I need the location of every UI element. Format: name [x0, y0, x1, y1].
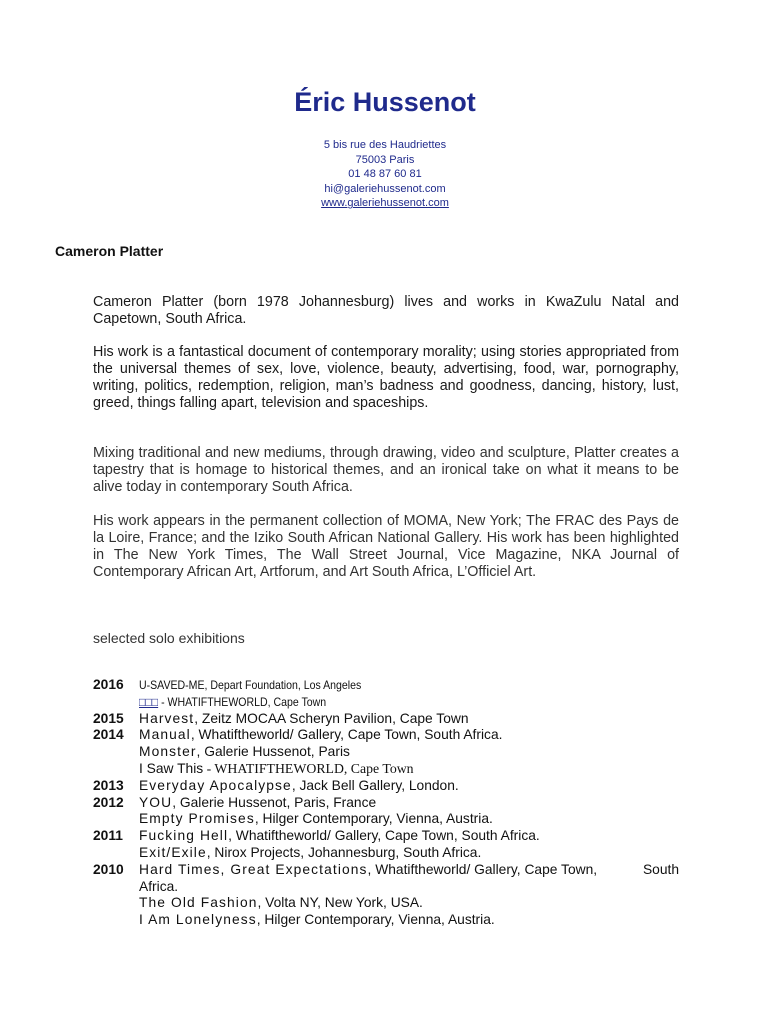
exhibition-row [93, 845, 693, 862]
exhibition-detail: , Volta NY, New York, USA. [257, 895, 423, 911]
year-label: 2016 [93, 677, 124, 692]
exhibition-title: Harvest [139, 710, 195, 726]
year-label: 2012 [93, 794, 124, 810]
exhibition-row [93, 895, 693, 912]
exhibition-row [93, 912, 693, 929]
bio-text-4: His work appears in the permanent collection of MOMA, New York; The FRAC des Pays de la Loire, France; and the Iziko South African National Gallery. His work has been highlighted in The New York Times, The Wall Street Journal, Vice Magazine, NKA Journal of Contemporary African Art, Artforum, and Art South Africa, L’Officiel Art. [93, 513, 679, 580]
exhibition-detail: , Whatiftheworld/ Gallery, Cape Town, South Africa. [190, 727, 503, 743]
exhibition-detail: , Hilger Contemporary, Vienna, Austria. [256, 912, 495, 928]
exhibition-entry: U-SAVED-ME, Depart Foundation, Los Angeles [139, 678, 362, 692]
exhibition-detail: , Jack Bell Gallery, London. [291, 777, 459, 793]
exhibition-detail-continued: Africa. [139, 878, 179, 894]
year-label: 2011 [93, 828, 123, 844]
exhibition-detail: , Zeitz MOCAA Scheryn Pavilion, Cape Town [194, 710, 469, 726]
exhibition-title: I Am Lonelyness [139, 912, 257, 928]
exhibition-row [93, 862, 693, 879]
exhibition-detail: , Hilger Contemporary, Vienna, Austria. [254, 811, 493, 827]
bio-paragraph [93, 445, 679, 496]
year-label: 2013 [93, 777, 124, 793]
year-label: 2015 [93, 710, 124, 726]
website-link[interactable]: www.galeriehussenot.com [321, 197, 449, 210]
exhibition-detail: , Whatiftheworld/ Gallery, Cape Town, South Africa. [228, 828, 540, 844]
exhibition-detail: , Galerie Hussenot, Paris, France [172, 794, 377, 810]
bio-paragraph [93, 513, 679, 581]
exhibition-row [93, 828, 693, 845]
exhibition-title: Everyday Apocalypse [139, 777, 292, 793]
exhibition-row [93, 879, 693, 896]
section-title: selected solo exhibitions [93, 630, 245, 646]
exhibition-title: I Saw This [139, 760, 204, 776]
gallery-header [0, 86, 770, 211]
exhibition-title-link[interactable]: □□□ [139, 694, 159, 709]
bio-text-2: His work is a fantastical document of contemporary morality; using stories appropriated from the universal themes of sex, love, violence, beauty, advertising, food, war, pornography, writing, politics, redemption, religion, man’s badness and goodness, dancing, history, lust, greed, things falling apart, television and spaceships. [93, 344, 679, 411]
exhibition-title: The Old Fashion [139, 895, 258, 911]
exhibition-row [93, 677, 693, 694]
exhibition-title: Exit/Exile [139, 844, 207, 860]
exhibition-row [93, 727, 693, 744]
exhibition-detail: - WHATIFTHEWORLD, Cape Town [203, 760, 414, 776]
exhibitions-list [93, 677, 693, 929]
email-address[interactable]: hi@galeriehussenot.com [324, 182, 446, 195]
year-label: 2014 [93, 727, 124, 743]
exhibition-title: Hard Times, Great Expectations [139, 861, 368, 877]
exhibition-title: Empty Promises [139, 811, 255, 827]
bio-paragraph [93, 344, 679, 412]
exhibition-title: YOU [139, 794, 173, 810]
exhibition-row [93, 694, 693, 711]
exhibition-title: Manual [139, 727, 191, 743]
exhibition-row [93, 744, 693, 761]
exhibition-detail: , Galerie Hussenot, Paris [196, 744, 350, 760]
exhibition-row [93, 711, 693, 728]
year-label: 2010 [93, 861, 124, 877]
exhibition-title: Fucking Hell [139, 828, 229, 844]
bio-text-1: Cameron Platter (born 1978 Johannesburg) lives and works in KwaZulu Natal and Capetown, South Africa. [93, 294, 679, 327]
gallery-title: Éric Hussenot [294, 87, 476, 117]
phone-number: 01 48 87 60 81 [348, 168, 422, 181]
exhibition-row [93, 761, 693, 778]
exhibition-row [93, 811, 693, 828]
artist-name: Cameron Platter [55, 243, 164, 259]
exhibition-detail: - WHATIFTHEWORLD, Cape Town [158, 694, 327, 709]
address-line-2: 75003 Paris [355, 153, 415, 166]
bio-text-3: Mixing traditional and new mediums, through drawing, video and sculpture, Platter creates a tapestry that is homage to historical themes, and an ironical take on what it means to be alive today in contemporary South Africa. [93, 445, 679, 495]
exhibition-row [93, 778, 693, 795]
gallery-contact [0, 138, 770, 211]
exhibition-row [93, 795, 693, 812]
bio-paragraph [93, 294, 679, 328]
exhibition-detail: , Whatiftheworld/ Gallery, Cape Town, [367, 861, 598, 877]
address-line-1: 5 bis rue des Haudriettes [323, 139, 447, 151]
exhibition-detail: , Nirox Projects, Johannesburg, South Africa. [206, 844, 482, 860]
exhibition-title: Monster [139, 744, 197, 760]
exhibition-detail-end: South [642, 861, 679, 877]
